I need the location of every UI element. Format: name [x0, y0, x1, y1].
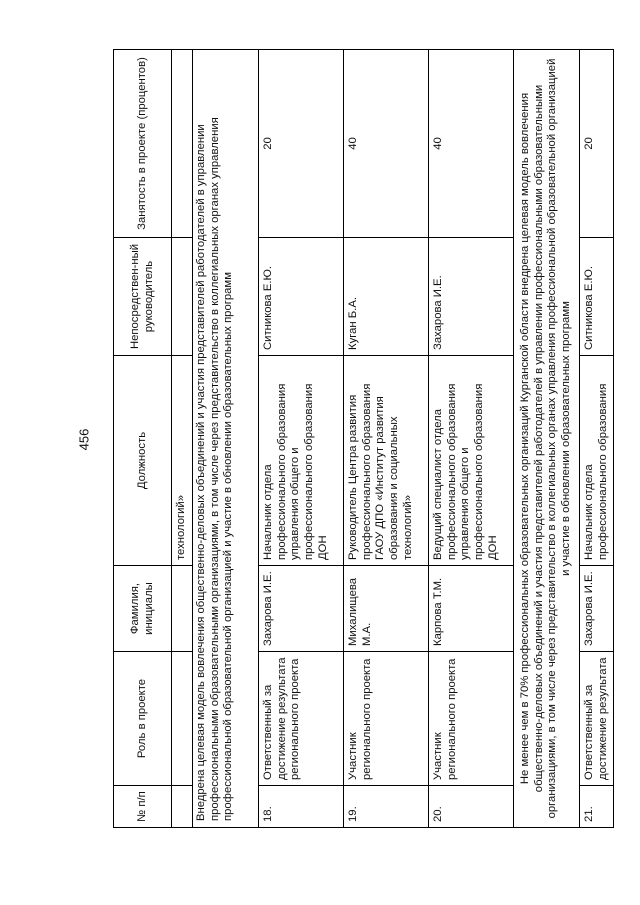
cell-load: 40 — [428, 50, 513, 238]
cell-role: Участник регионального проекта — [343, 652, 428, 786]
cell-num: 20. — [428, 786, 513, 828]
cell-num: 21. — [579, 786, 614, 828]
cell-supervisor: Ситникова Е.Ю. — [579, 238, 614, 356]
section-text: Не менее чем в 70% профессиональных образовательных организаций Курганской области внедрена целевая модель вовлечения общественно-деловых объединений и участия представителей работодателей в управлении профессиональными образовательными организациями, в том числе через представительство в коллегиальных органах управления профессиональной образовательной организацией и участие в обновлении образовательных программ — [513, 50, 579, 828]
cell-position: Начальник отдела профессионального образования управления общего и профессионального образования ДОН — [258, 356, 343, 566]
header-num: № п/п — [114, 786, 172, 828]
cell-position: Ведущий специалист отдела профессионального образования управления общего и профессионального образования ДОН — [428, 356, 513, 566]
cell-position: Начальник отдела профессионального образования — [579, 356, 614, 566]
table-row — [343, 50, 428, 828]
cell-role: Ответственный за достижение результата — [579, 652, 614, 786]
cell-role: Ответственный за достижение результата регионального проекта — [258, 652, 343, 786]
table-header-row — [114, 50, 172, 828]
table-row — [579, 50, 614, 828]
rotated-table-wrapper — [113, 50, 607, 828]
header-supervisor: Непосредствен-ный руководитель — [114, 238, 172, 356]
continuation-text: технологий» — [172, 356, 193, 566]
header-role: Роль в проекте — [114, 652, 172, 786]
header-position: Должность — [114, 356, 172, 566]
section-row — [192, 50, 258, 828]
cell-name: Захарова И.Е. — [258, 566, 343, 652]
table-row — [428, 50, 513, 828]
cell-load: 20 — [258, 50, 343, 238]
cell-position: Руководитель Центра развития профессионального образования ГАОУ ДПО «Институт развития образования и социальных технологий» — [343, 356, 428, 566]
table-row — [258, 50, 343, 828]
page-number: 456 — [76, 428, 92, 451]
header-load: Занятость в проекте (процентов) — [114, 50, 172, 238]
section-row — [513, 50, 579, 828]
cell-num: 19. — [343, 786, 428, 828]
header-name: Фамилия, инициалы — [114, 566, 172, 652]
cell-load: 40 — [343, 50, 428, 238]
section-text: Внедрена целевая модель вовлечения общественно-деловых объединений и участия представителей работодателей в управлении профессиональными образовательными организациями, в том числе через представительство в коллегиальных органах управления профессиональной образовательной организацией и участие в обновлении образовательных программ — [192, 50, 258, 828]
cell-name: Захарова И.Е. — [579, 566, 614, 652]
cell-role: Участник регионального проекта — [428, 652, 513, 786]
cell-name: Карпова Т.М. — [428, 566, 513, 652]
cell-supervisor: Захарова И.Е. — [428, 238, 513, 356]
continuation-row — [172, 50, 193, 828]
cell-supervisor: Ситникова Е.Ю. — [258, 238, 343, 356]
project-team-table — [113, 49, 614, 828]
cell-name: Михалищева М.А. — [343, 566, 428, 652]
cell-supervisor: Куган Б.А. — [343, 238, 428, 356]
cell-load: 20 — [579, 50, 614, 238]
cell-num: 18. — [258, 786, 343, 828]
